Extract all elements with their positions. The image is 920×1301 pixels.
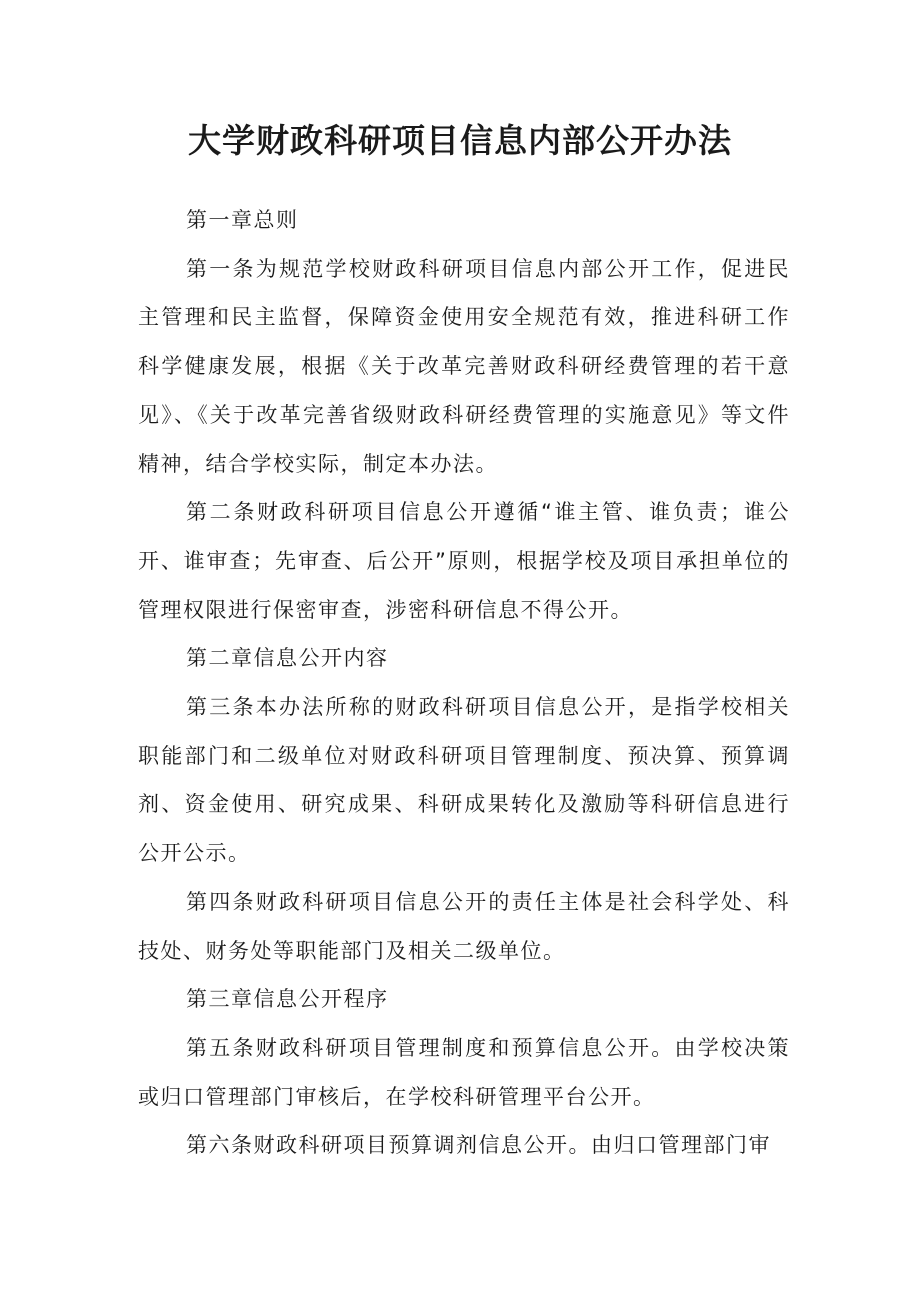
article-3: 第三条本办法所称的财政科研项目信息公开，是指学校相关职能部门和二级单位对财政科研项目管理制度、预决算、预算调剂、资金使用、研究成果、科研成果转化及激励等科研信息进行公开公示。 (138, 695, 790, 866)
article-6: 第六条财政科研项目预算调剂信息公开。由归口管理部门审 (186, 1133, 771, 1158)
article-1: 第一条为规范学校财政科研项目信息内部公开工作，促进民主管理和民主监督，保障资金使用安全规范有效，推进科研工作科学健康发展，根据《关于改革完善财政科研经费管理的若干意见》、《关于改革完善省级财政科研经费管理的实施意见》等文件精神，结合学校实际，制定本办法。 (138, 256, 790, 476)
chapter-heading-3: 第三章信息公开程序 (186, 987, 389, 1012)
document-title: 大学财政科研项目信息内部公开办法 (188, 121, 732, 160)
chapter-heading-1: 第一章总则 (186, 208, 299, 232)
article-2: 第二条财政科研项目信息公开遵循“谁主管、谁负责；谁公开、谁审查；先审查、后公开”原则，根据学校及项目承担单位的管理权限进行保密审查，涉密科研信息不得公开。 (138, 500, 790, 622)
document-body (138, 196, 790, 1170)
chapter-heading-2: 第二章信息公开内容 (186, 646, 389, 671)
article-5: 第五条财政科研项目管理制度和预算信息公开。由学校决策或归口管理部门审核后，在学校科研管理平台公开。 (138, 1035, 790, 1109)
article-4: 第四条财政科研项目信息公开的责任主体是社会科学处、科技处、财务处等职能部门及相关二级单位。 (138, 889, 790, 963)
